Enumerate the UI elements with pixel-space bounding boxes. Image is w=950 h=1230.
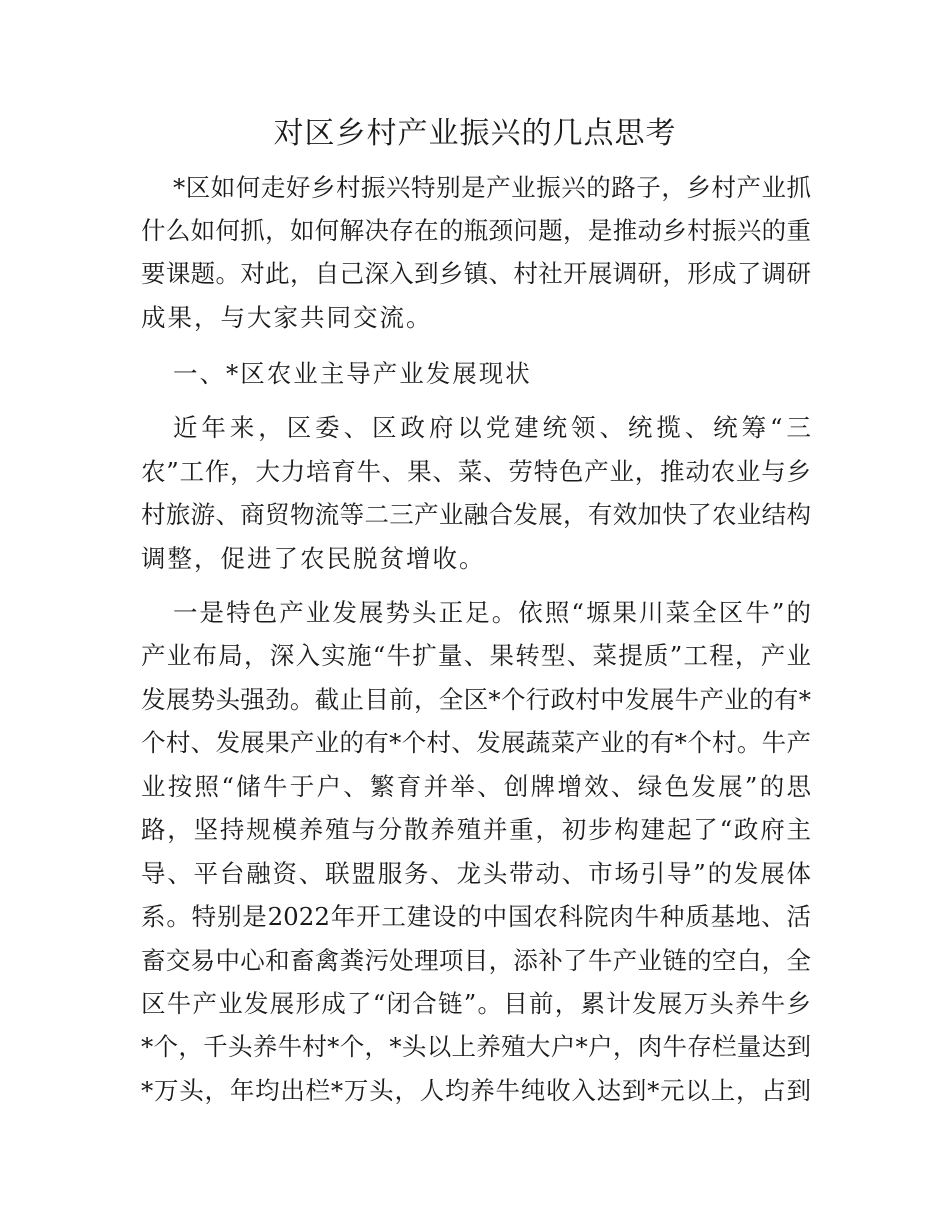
paragraph-3-line-9: 畜交易中心和畜禽粪污处理项目，添补了牛产业链的空白，全 <box>141 946 811 975</box>
paragraph-3-line-10: 区牛产业发展形成了“闭合链”。目前，累计发展万头养牛乡 <box>141 989 811 1018</box>
paragraph-2-line-3: 村旅游、商贸物流等二三产业融合发展，有效加快了农业结构 <box>141 500 811 529</box>
paragraph-3-line-1: 一是特色产业发展势头正足。依照“塬果川菜全区牛”的 <box>173 598 811 627</box>
paragraph-3-line-4: 个村、发展果产业的有*个村、发展蔬菜产业的有*个村。牛产 <box>141 728 811 757</box>
paragraph-3-line-2: 产业布局，深入实施“牛扩量、果转型、菜提质”工程，产业 <box>141 641 811 670</box>
paragraph-3-line-8: 系。特别是2022年开工建设的中国农科院肉牛种质基地、活 <box>141 902 811 931</box>
paragraph-1-line-4: 成果，与大家共同交流。 <box>141 303 433 332</box>
paragraph-3-line-5: 业按照“储牛于户、繁育并举、创牌增效、绿色发展”的思 <box>141 772 811 801</box>
paragraph-3-line-3: 发展势头强劲。截止目前，全区*个行政村中发展牛产业的有* <box>141 685 811 714</box>
paragraph-1-line-2: 什么如何抓，如何解决存在的瓶颈问题，是推动乡村振兴的重 <box>141 216 811 245</box>
paragraph-1-line-3: 要课题。对此，自己深入到乡镇、村社开展调研，形成了调研 <box>141 259 811 288</box>
paragraph-2-line-4: 调整，促进了农民脱贫增收。 <box>141 544 486 573</box>
paragraph-3-line-11: *个，千头养牛村*个，*头以上养殖大户*户，肉牛存栏量达到 <box>141 1032 811 1061</box>
paragraph-2-line-1: 近年来，区委、区政府以党建统领、统揽、统筹“三 <box>173 413 811 442</box>
paragraph-3-line-12: *万头，年均出栏*万头，人均养牛纯收入达到*元以上，占到 <box>141 1076 811 1105</box>
paragraph-3-line-6: 路，坚持规模养殖与分散养殖并重，初步构建起了“政府主 <box>141 815 811 844</box>
section-heading-1: 一、*区农业主导产业发展现状 <box>173 359 532 388</box>
paragraph-2-line-2: 农”工作，大力培育牛、果、菜、劳特色产业，推动农业与乡 <box>141 457 811 486</box>
paragraph-3-line-7: 导、平台融资、联盟服务、龙头带动、市场引导”的发展体 <box>141 859 811 888</box>
paragraph-1-line-1: *区如何走好乡村振兴特别是产业振兴的路子，乡村产业抓 <box>173 173 811 202</box>
document-title: 对区乡村产业振兴的几点思考 <box>273 116 677 151</box>
